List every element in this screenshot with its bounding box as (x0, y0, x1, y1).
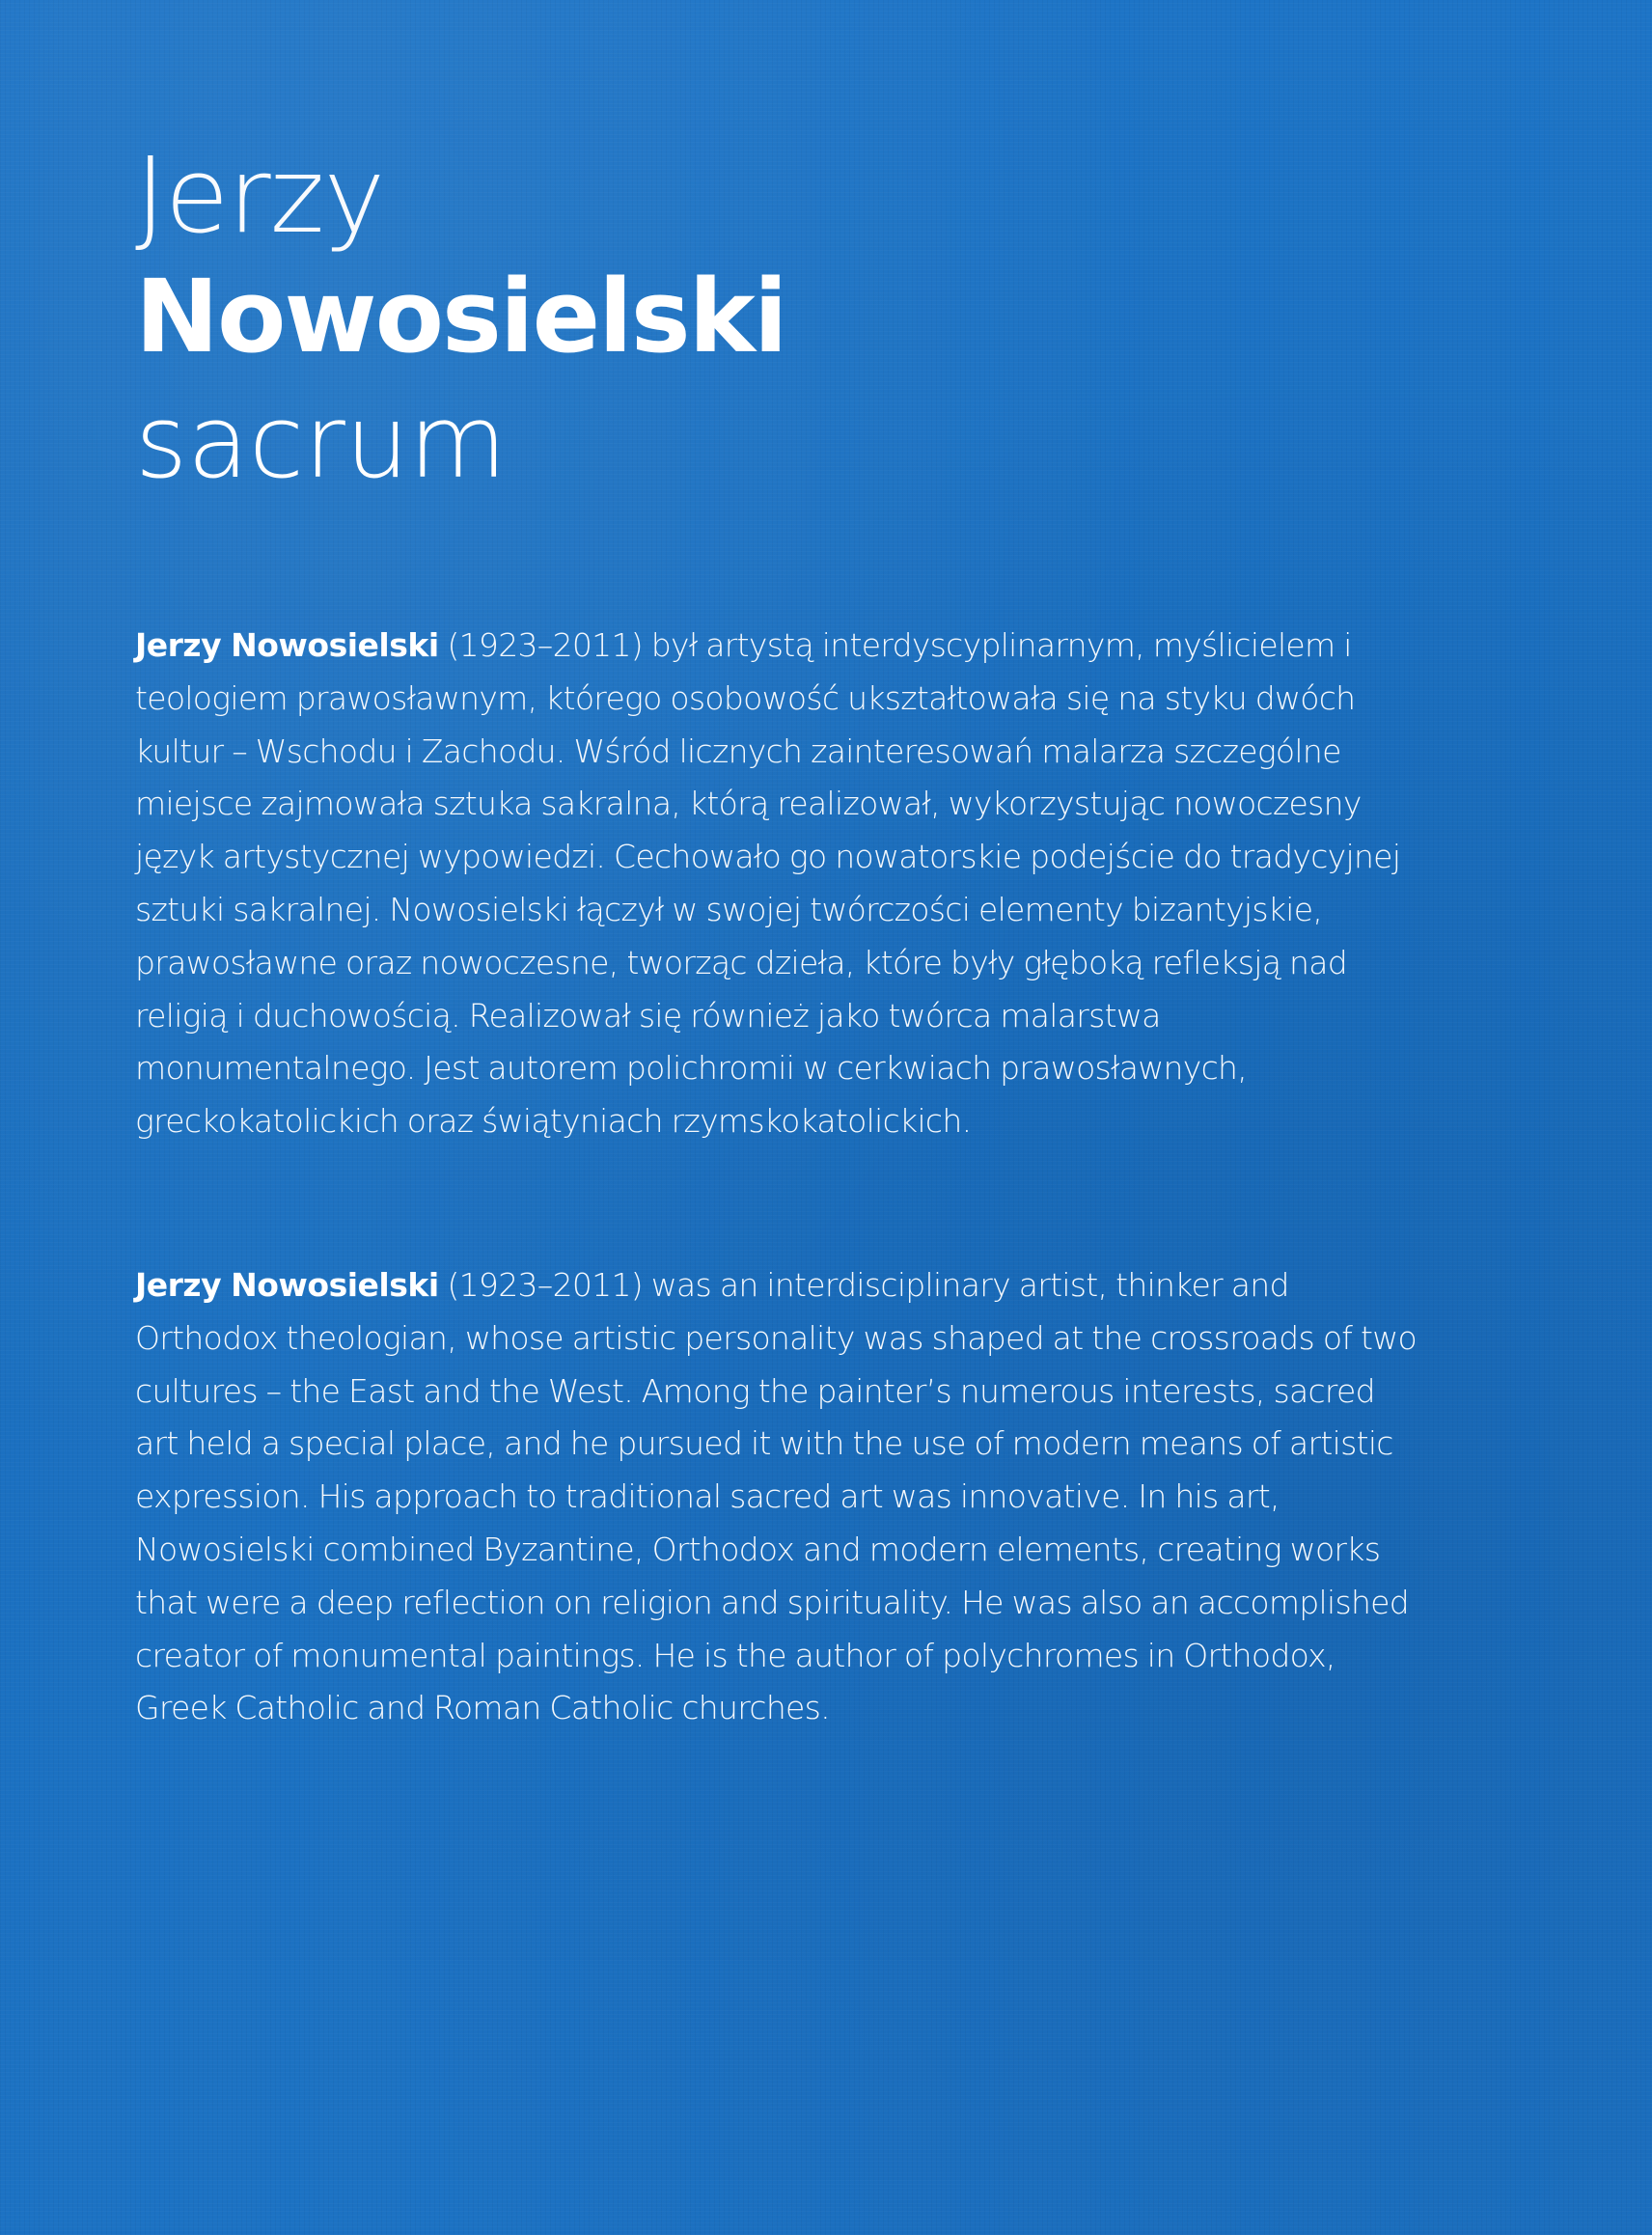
english-text: (1923–2011) was an interdisciplinary artist, thinker and Orthodox theologian, whose artistic personality was shaped at the crossroads of two cultures – the East and the West. Among the painter’s numerous interests, sacred art held a special place, and he pursued it with the use of modern means of artistic expression. His approach to traditional sacred art was innovative. In his art, Nowosielski combined Byzantine, Orthodox and modern elements, creating works that were a deep reflection on religion and spirituality. He was also an accomplished creator of monumental paintings. He is the author of polychromes in Orthodox, Greek Catholic and Roman Catholic churches. (135, 1266, 1418, 1727)
english-paragraph (135, 1259, 1418, 1735)
title-first-name: Jerzy (135, 136, 385, 257)
polish-artist-name: Jerzy Nowosielski (135, 626, 439, 664)
polish-text: (1923–2011) był artystą interdyscyplinarnym, myślicielem i teologiem prawosławnym, którego osobowość ukształtowała się na styku dwóch kultur – Wschodu i Zachodu. Wśród licznych zainteresowań malarza szczególne miejsce zajmowała sztuka sakralna, którą realizował, wykorzystując nowoczesny język artystycznej wypowiedzi. Cechowało go nowatorskie podejście do tradycyjnej sztuki sakralnej. Nowosielski łączył w swojej twórczości elementy bizantyjskie, prawosławne oraz nowoczesne, tworząc dzieła, które były głęboką refleksją nad religią i duchowością. Realizował się również jako twórca malarstwa monumentalnego. Jest autorem polichromii w cerkwiach prawosławnych, greckokatolickich oraz świątyniach rzymskokatolickich. (135, 626, 1401, 1141)
title-subtitle: sacrum (135, 383, 508, 501)
english-description (135, 1259, 1418, 1735)
english-artist-name: Jerzy Nowosielski (135, 1266, 439, 1304)
title-last-name: Nowosielski (135, 258, 786, 375)
title-block (135, 136, 1486, 508)
polish-paragraph (135, 620, 1418, 1148)
polish-description (135, 620, 1418, 1148)
